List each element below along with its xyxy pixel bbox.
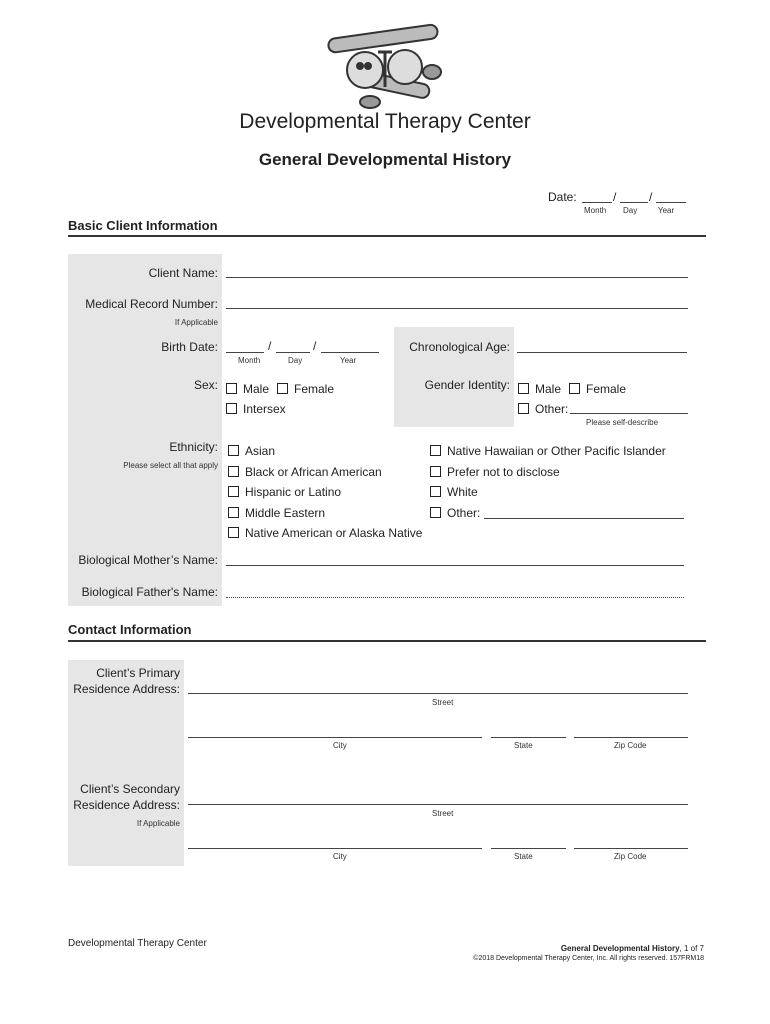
mother-name-field[interactable] bbox=[226, 565, 684, 566]
primary-address-label-2: Residence Address: bbox=[73, 682, 180, 696]
sex-intersex-option[interactable]: Intersex bbox=[226, 402, 286, 416]
date-day-sub: Day bbox=[623, 206, 638, 215]
ethnicity-native-american-option[interactable]: Native American or Alaska Native bbox=[228, 526, 422, 540]
birth-day-field[interactable] bbox=[276, 352, 310, 353]
ethnicity-hawaiian-option[interactable]: Native Hawaiian or Other Pacific Islander bbox=[430, 444, 666, 458]
checkbox-icon[interactable] bbox=[277, 383, 288, 394]
primary-street-field[interactable] bbox=[188, 693, 688, 694]
sex-male-option[interactable]: Male bbox=[226, 382, 269, 396]
client-name-label: Client Name: bbox=[148, 266, 218, 280]
checkbox-icon[interactable] bbox=[518, 383, 529, 394]
birth-slash-1: / bbox=[268, 339, 272, 353]
ethnicity-label: Ethnicity: bbox=[169, 440, 218, 454]
secondary-city-field[interactable] bbox=[188, 848, 482, 849]
date-month-field[interactable] bbox=[582, 202, 612, 203]
date-day-field[interactable] bbox=[620, 202, 648, 203]
primary-street-sub: Street bbox=[432, 698, 454, 707]
form-title: General Developmental History bbox=[258, 150, 512, 169]
father-name-label: Biological Father's Name: bbox=[81, 585, 218, 599]
birth-day-sub: Day bbox=[288, 356, 303, 365]
ethnicity-hispanic-option[interactable]: Hispanic or Latino bbox=[228, 485, 341, 499]
checkbox-icon[interactable] bbox=[518, 403, 529, 414]
checkbox-icon[interactable] bbox=[430, 507, 441, 518]
dtc-logo bbox=[320, 22, 450, 112]
primary-state-field[interactable] bbox=[491, 737, 566, 738]
gender-note: Please self-describe bbox=[586, 418, 659, 427]
basic-section-rule bbox=[68, 235, 706, 237]
mrn-note: If Applicable bbox=[174, 318, 218, 327]
primary-zip-field[interactable] bbox=[574, 737, 688, 738]
ethnicity-white-option[interactable]: White bbox=[430, 485, 478, 499]
footer-form-title: General Developmental History bbox=[560, 944, 680, 953]
footer-page-number: , 1 of 7 bbox=[679, 944, 704, 953]
primary-state-sub: State bbox=[514, 741, 533, 750]
ethnicity-middle-eastern-option[interactable]: Middle Eastern bbox=[228, 506, 325, 520]
primary-zip-sub: Zip Code bbox=[614, 741, 647, 750]
secondary-address-label-1: Client’s Secondary bbox=[80, 782, 180, 796]
checkbox-icon[interactable] bbox=[226, 403, 237, 414]
chron-age-field[interactable] bbox=[517, 352, 687, 353]
birth-month-sub: Month bbox=[238, 356, 261, 365]
date-year-field[interactable] bbox=[656, 202, 686, 203]
checkbox-icon[interactable] bbox=[430, 486, 441, 497]
secondary-zip-field[interactable] bbox=[574, 848, 688, 849]
birth-year-field[interactable] bbox=[321, 352, 379, 353]
secondary-address-label-2: Residence Address: bbox=[73, 798, 180, 812]
mrn-label: Medical Record Number: bbox=[85, 297, 218, 311]
sex-label: Sex: bbox=[193, 378, 218, 392]
checkbox-icon[interactable] bbox=[228, 507, 239, 518]
ethnicity-other-field[interactable] bbox=[484, 518, 684, 519]
birth-date-label: Birth Date: bbox=[161, 340, 218, 354]
birth-year-sub: Year bbox=[340, 356, 357, 365]
checkbox-icon[interactable] bbox=[569, 383, 580, 394]
gender-other-option[interactable]: Other: bbox=[518, 402, 568, 416]
checkbox-icon[interactable] bbox=[228, 486, 239, 497]
ethnicity-black-option[interactable]: Black or African American bbox=[228, 465, 382, 479]
secondary-zip-sub: Zip Code bbox=[614, 852, 647, 861]
gender-identity-label: Gender Identity: bbox=[424, 378, 510, 392]
birth-slash-2: / bbox=[313, 339, 317, 353]
secondary-state-sub: State bbox=[514, 852, 533, 861]
footer-org: Developmental Therapy Center bbox=[68, 938, 207, 949]
checkbox-icon[interactable] bbox=[430, 466, 441, 477]
father-name-field[interactable] bbox=[226, 597, 684, 598]
secondary-street-field[interactable] bbox=[188, 804, 688, 805]
contact-section-title: Contact Information bbox=[68, 622, 192, 637]
footer-page bbox=[561, 944, 704, 953]
gender-male-option[interactable]: Male bbox=[518, 382, 561, 396]
mrn-field[interactable] bbox=[226, 308, 688, 309]
chron-age-label: Chronological Age: bbox=[409, 340, 510, 354]
primary-city-field[interactable] bbox=[188, 737, 482, 738]
gender-female-option[interactable]: Female bbox=[569, 382, 626, 396]
secondary-address-note: If Applicable bbox=[136, 819, 180, 828]
basic-section-title: Basic Client Information bbox=[68, 218, 218, 233]
org-title: Developmental Therapy Center bbox=[239, 110, 531, 133]
birth-month-field[interactable] bbox=[226, 352, 264, 353]
date-slash-2: / bbox=[649, 190, 653, 204]
checkbox-icon[interactable] bbox=[430, 445, 441, 456]
checkbox-icon[interactable] bbox=[228, 466, 239, 477]
contact-section-rule bbox=[68, 640, 706, 642]
client-name-field[interactable] bbox=[226, 277, 688, 278]
secondary-street-sub: Street bbox=[432, 809, 454, 818]
primary-address-label-1: Client’s Primary bbox=[96, 666, 180, 680]
primary-city-sub: City bbox=[333, 741, 347, 750]
ethnicity-prefer-not-option[interactable]: Prefer not to disclose bbox=[430, 465, 560, 479]
date-year-sub: Year bbox=[658, 206, 675, 215]
date-slash-1: / bbox=[613, 190, 617, 204]
secondary-city-sub: City bbox=[333, 852, 347, 861]
sex-female-option[interactable]: Female bbox=[277, 382, 334, 396]
checkbox-icon[interactable] bbox=[228, 527, 239, 538]
gender-other-field[interactable] bbox=[570, 413, 688, 414]
mother-name-label: Biological Mother’s Name: bbox=[78, 553, 218, 567]
checkbox-icon[interactable] bbox=[226, 383, 237, 394]
date-label: Date: bbox=[548, 190, 577, 204]
ethnicity-other-option[interactable]: Other: bbox=[430, 506, 480, 520]
footer-copyright: ©2018 Developmental Therapy Center, Inc. All rights reserved. 157FRM18 bbox=[473, 955, 704, 962]
secondary-state-field[interactable] bbox=[491, 848, 566, 849]
checkbox-icon[interactable] bbox=[228, 445, 239, 456]
ethnicity-note: Please select all that apply bbox=[123, 461, 218, 470]
date-month-sub: Month bbox=[584, 206, 607, 215]
ethnicity-asian-option[interactable]: Asian bbox=[228, 444, 275, 458]
